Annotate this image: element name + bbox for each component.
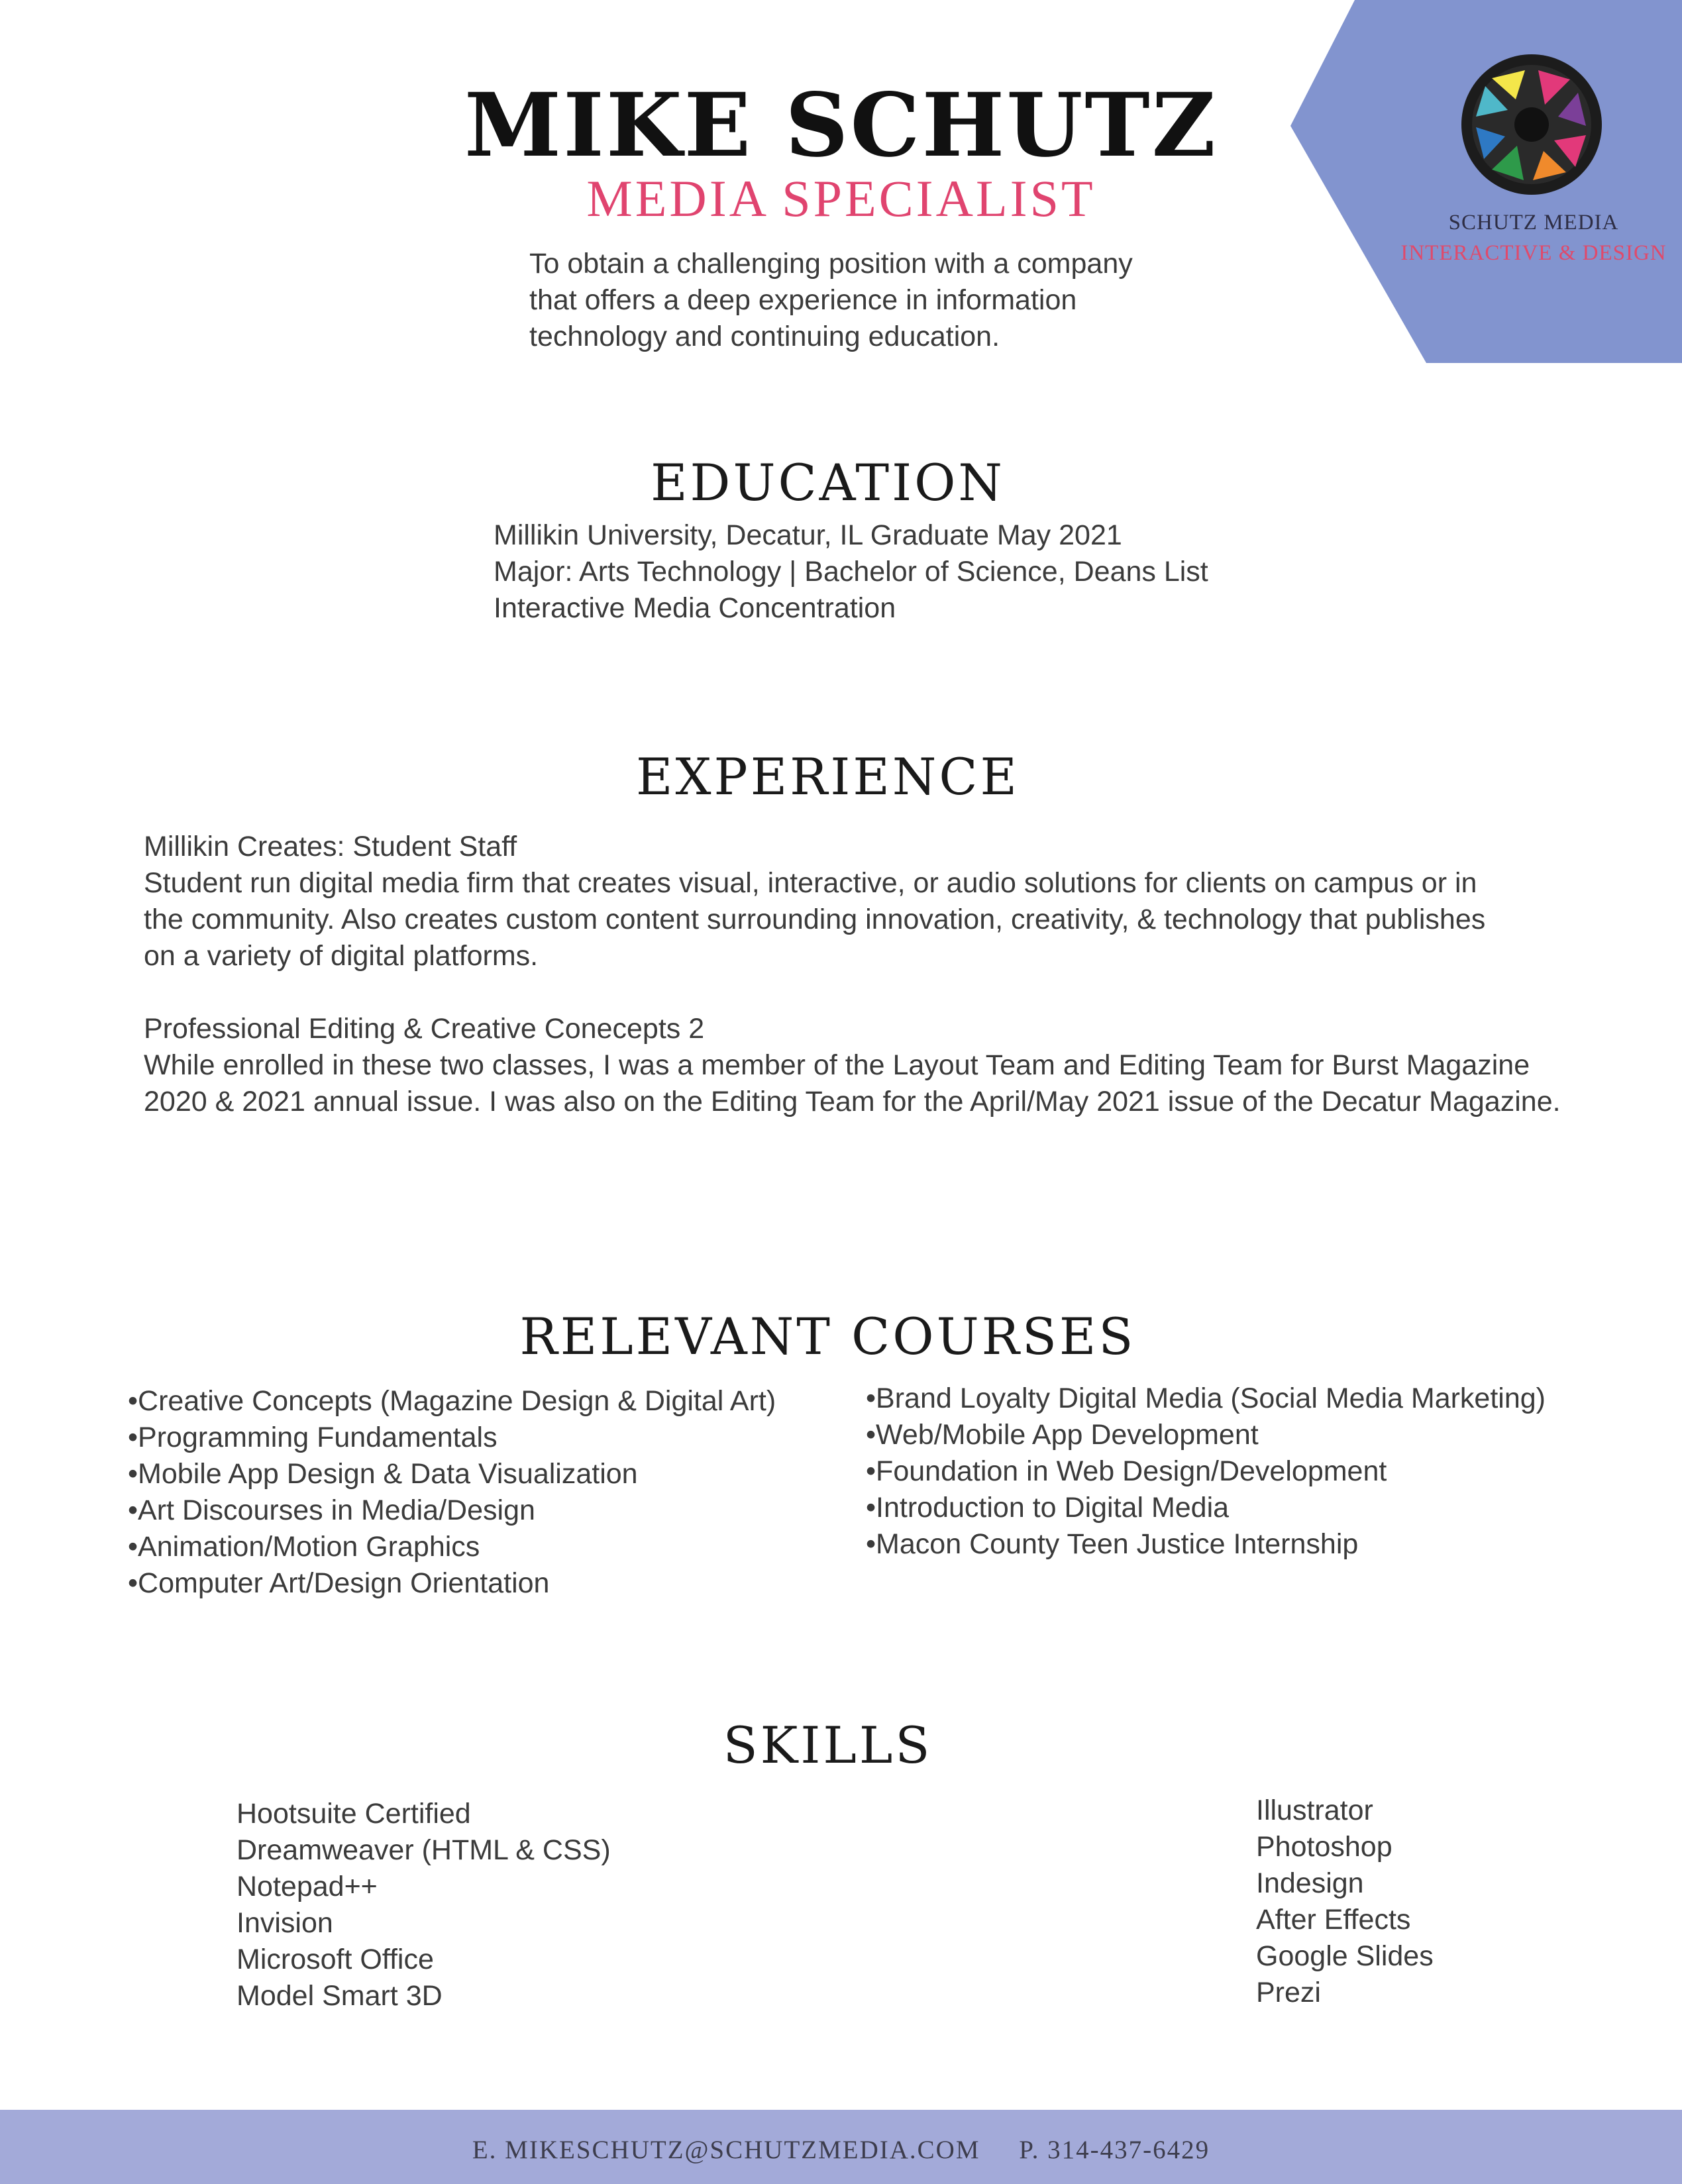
brand-badge — [1290, 0, 1682, 363]
objective-line: that offers a deep experience in information — [529, 284, 1077, 316]
course-item: •Animation/Motion Graphics — [128, 1531, 480, 1563]
education-line: Major: Arts Technology | Bachelor of Science, Deans List — [494, 556, 1208, 588]
contact-email[interactable]: E. MIKESCHUTZ@SCHUTZMEDIA.COM — [472, 2136, 980, 2164]
skills-list-right — [1256, 1793, 1434, 2011]
experience-entry — [144, 1011, 1561, 1120]
skill-item: Google Slides — [1256, 1940, 1434, 1972]
experience-line: Student run digital media firm that creates visual, interactive, or audio solutions for clients on campus or in — [144, 867, 1477, 899]
contact-phone[interactable]: P. 314-437-6429 — [1019, 2136, 1210, 2164]
contact-footer — [0, 2110, 1682, 2184]
course-item: •Mobile App Design & Data Visualization — [128, 1458, 638, 1490]
skill-item: Prezi — [1256, 1977, 1321, 2008]
experience-title: Professional Editing & Creative Conecepts 2 — [144, 1013, 705, 1045]
skill-item: Microsoft Office — [237, 1944, 434, 1975]
objective-line: To obtain a challenging position with a company — [529, 248, 1133, 280]
badge-tagline: INTERACTIVE & DESIGN — [1400, 241, 1667, 265]
education-heading: EDUCATION — [651, 453, 1005, 512]
skills-heading: SKILLS — [723, 1716, 933, 1775]
course-item: •Brand Loyalty Digital Media (Social Media Marketing) — [866, 1382, 1546, 1414]
objective-line: technology and continuing education. — [529, 321, 1000, 352]
badge-company-name: SCHUTZ MEDIA — [1448, 211, 1619, 234]
skill-item: After Effects — [1256, 1904, 1411, 1936]
job-title: MEDIA SPECIALIST — [586, 170, 1096, 227]
course-item: •Macon County Teen Justice Internship — [866, 1528, 1359, 1560]
objective-statement — [529, 246, 1133, 355]
hexagon-badge-shape — [1290, 0, 1682, 363]
courses-heading: RELEVANT COURSES — [519, 1307, 1136, 1366]
experience-line: on a variety of digital platforms. — [144, 940, 539, 972]
skill-item: Notepad++ — [237, 1871, 378, 1902]
course-item: •Web/Mobile App Development — [866, 1419, 1259, 1451]
experience-entry — [144, 829, 1485, 974]
camera-aperture-logo-icon — [1461, 54, 1602, 195]
course-item: •Computer Art/Design Orientation — [128, 1567, 550, 1599]
skill-item: Indesign — [1256, 1867, 1364, 1899]
course-item: •Art Discourses in Media/Design — [128, 1494, 535, 1526]
courses-list-left — [128, 1383, 776, 1602]
skill-item: Model Smart 3D — [237, 1980, 443, 2012]
experience-heading: EXPERIENCE — [635, 747, 1020, 806]
skill-item: Hootsuite Certified — [237, 1798, 471, 1830]
experience-line: the community. Also creates custom content surrounding innovation, creativity, & technology that publishes — [144, 904, 1486, 935]
education-details — [494, 517, 1208, 627]
skill-item: Photoshop — [1256, 1831, 1393, 1863]
skill-item: Dreamweaver (HTML & CSS) — [237, 1834, 611, 1866]
courses-list-right — [866, 1380, 1546, 1563]
experience-line: While enrolled in these two classes, I was a member of the Layout Team and Editing Team for Burst Magazine — [144, 1049, 1530, 1081]
course-item: •Foundation in Web Design/Development — [866, 1455, 1387, 1487]
experience-title: Millikin Creates: Student Staff — [144, 831, 517, 862]
course-item: •Creative Concepts (Magazine Design & Digital Art) — [128, 1385, 776, 1417]
education-line: Interactive Media Concentration — [494, 592, 896, 624]
footer-contact-line — [0, 2135, 1682, 2165]
skills-list-left — [237, 1796, 611, 2014]
course-item: •Programming Fundamentals — [128, 1422, 498, 1453]
candidate-name: MIKE SCHUTZ — [464, 74, 1218, 177]
course-item: •Introduction to Digital Media — [866, 1492, 1230, 1524]
badge-hexagon — [1290, 0, 1682, 363]
skill-item: Illustrator — [1256, 1794, 1373, 1826]
education-line: Millikin University, Decatur, IL Graduate May 2021 — [494, 519, 1122, 551]
skill-item: Invision — [237, 1907, 333, 1939]
experience-line: 2020 & 2021 annual issue. I was also on the Editing Team for the April/May 2021 issue of the Decatur Magazine. — [144, 1086, 1561, 1118]
